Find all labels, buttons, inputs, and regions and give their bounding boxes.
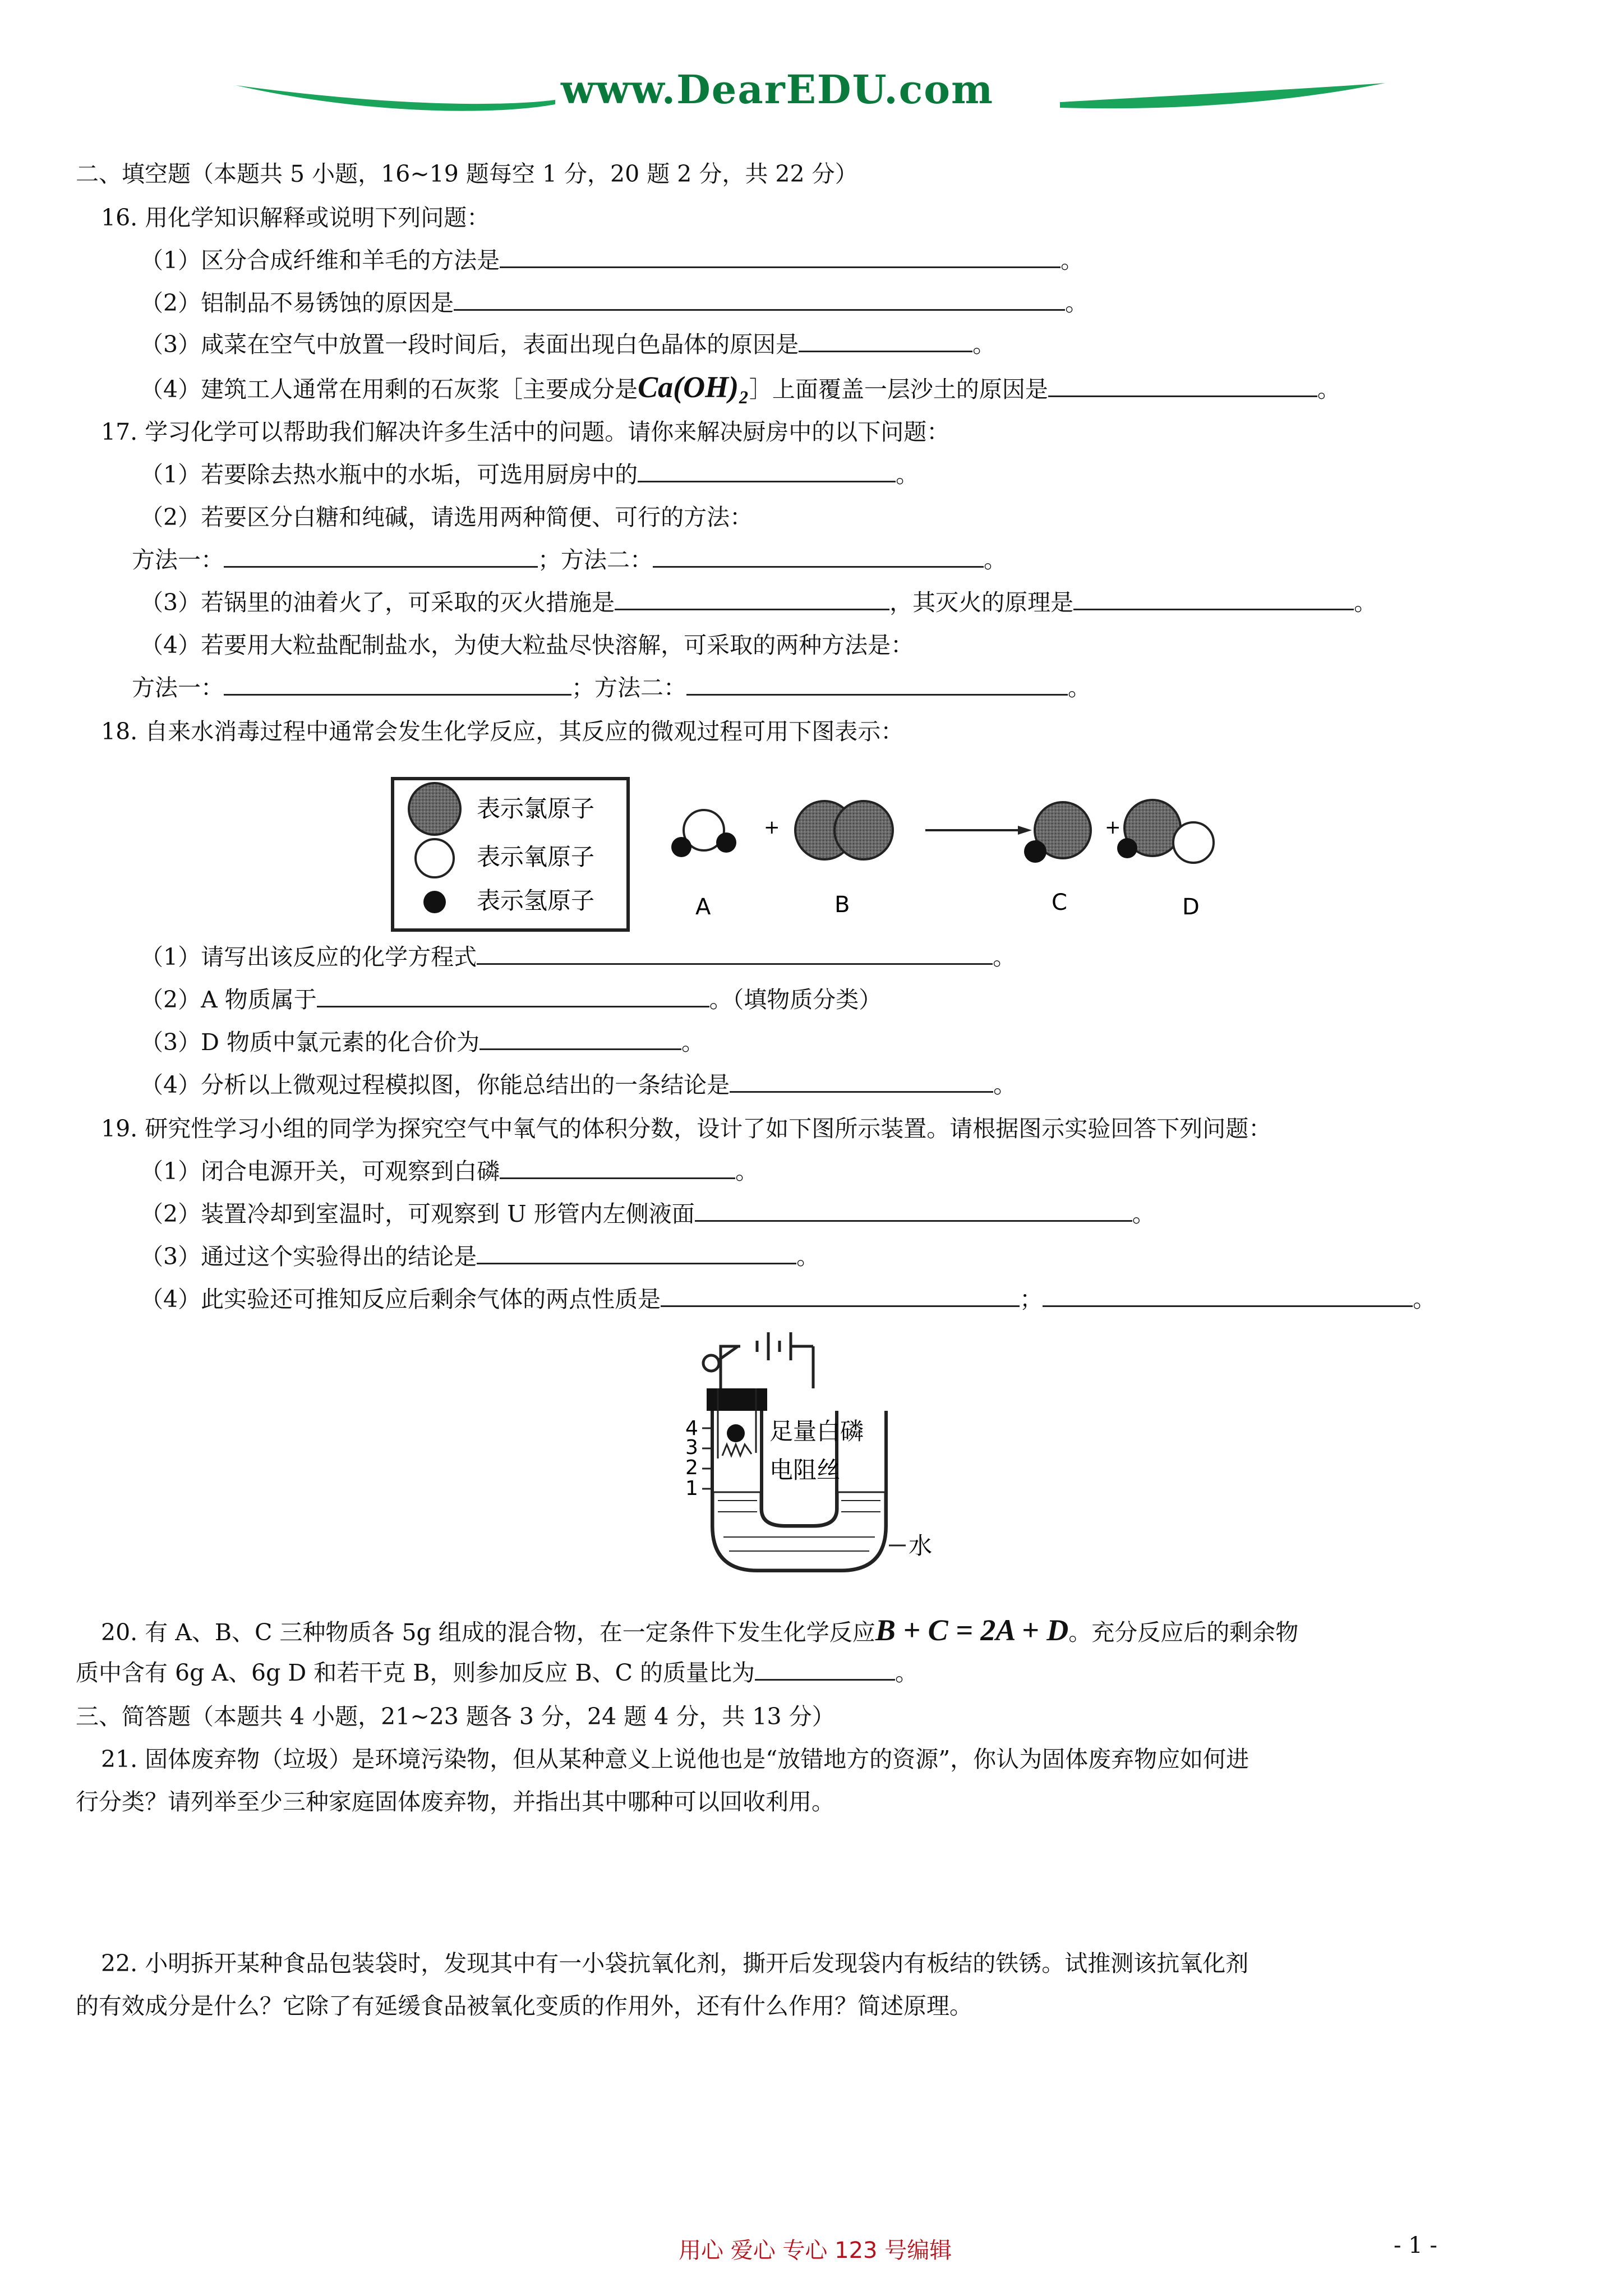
- q19-part4: （4）此实验还可推知反应后剩余气体的两点性质是 ； 。: [140, 1282, 1436, 1316]
- label-a: A: [695, 894, 711, 920]
- answer-blank[interactable]: [695, 1198, 1132, 1222]
- page-number: - 1 -: [1394, 2233, 1437, 2258]
- answer-blank[interactable]: [1073, 586, 1354, 610]
- site-logo: www.DearEDU.com: [561, 66, 994, 113]
- q17-part1: （1）若要除去热水瓶中的水垢，可选用厨房中的 。: [140, 458, 919, 491]
- label-wire: 电阻丝: [769, 1456, 841, 1484]
- q19-stem: 19. 研究性学习小组的同学为探究空气中氧气的体积分数，设计了如下图所示装置。请根据图示实验回答下列问题：: [101, 1115, 1272, 1142]
- q19-part2: （2）装置冷却到室温时，可观察到 U 形管内左侧液面 。: [140, 1197, 1155, 1231]
- stopper-icon: [707, 1388, 767, 1411]
- q16-part4: （4）建筑工人通常在用剩的石灰浆［主要成分是Ca(OH)₂］上面覆盖一层沙土的原因是 。: [140, 370, 1340, 404]
- answer-blank[interactable]: [653, 544, 984, 568]
- svg-text:2: 2: [685, 1456, 698, 1479]
- q20-line1: 20. 有 A、B、C 三种物质各 5g 组成的混合物，在一定条件下发生化学反应B + C = 2A + D。充分反应后的剩余物: [101, 1613, 1299, 1647]
- q17-part3: （3）若锅里的油着火了，可采取的灭火措施是 ，其灭火的原理是 。: [140, 586, 1377, 619]
- q17-methods-b: 方法一： ；方法二： 。: [132, 671, 1091, 705]
- q18-part3: （3）D 物质中氯元素的化合价为 。: [140, 1025, 704, 1059]
- legend-oxygen: 表示氧原子: [477, 843, 595, 871]
- legend-chlorine: 表示氯原子: [477, 795, 595, 822]
- q16-stem: 16. 用化学知识解释或说明下列问题：: [101, 204, 490, 231]
- q18-part2: （2）A 物质属于 。（填物质分类）: [140, 983, 882, 1016]
- answer-blank[interactable]: [661, 1283, 1020, 1307]
- answer-blank[interactable]: [224, 671, 571, 696]
- q18-part1: （1）请写出该反应的化学方程式 。: [140, 940, 1016, 974]
- label-b: B: [834, 892, 850, 918]
- answer-blank[interactable]: [454, 287, 1065, 311]
- white-phosphorus-icon: [727, 1424, 745, 1442]
- q21-line2: 行分类？请列举至少三种家庭固体废弃物，并指出其中哪种可以回收利用。: [76, 1788, 834, 1815]
- hydrogen-atom-icon: [423, 891, 446, 913]
- answer-blank[interactable]: [799, 328, 972, 352]
- molecule-a-hydrogen-icon: [671, 837, 691, 857]
- q17-part4: （4）若要用大粒盐配制盐水，为使大粒盐尽快溶解，可采取的两种方法是：: [140, 632, 914, 659]
- answer-blank[interactable]: [638, 458, 896, 482]
- q17-stem: 17. 学习化学可以帮助我们解决许多生活中的问题。请你来解决厨房中的以下问题：: [101, 418, 950, 445]
- chlorine-atom-icon: [409, 783, 460, 835]
- q19-part3: （3）通过这个实验得出的结论是 。: [140, 1240, 819, 1273]
- answer-blank[interactable]: [615, 586, 889, 610]
- answer-blank[interactable]: [500, 244, 1061, 268]
- molecule-d-oxygen-icon: [1173, 822, 1214, 863]
- answer-blank[interactable]: [730, 1069, 993, 1093]
- svg-text:4: 4: [685, 1417, 698, 1440]
- q22-line1: 22. 小明拆开某种食品包装袋时，发现其中有一小袋抗氧化剂，撕开后发现袋内有板结的铁锈。试推测该抗氧化剂: [101, 1950, 1249, 1977]
- q16-part2: （2）铝制品不易锈蚀的原因是 。: [140, 286, 1088, 320]
- answer-blank[interactable]: [317, 983, 709, 1007]
- molecule-b-chlorine-icon: [834, 801, 893, 859]
- label-c: C: [1052, 890, 1067, 915]
- plus-sign: +: [764, 816, 780, 839]
- formula-reaction: B + C = 2A + D: [875, 1613, 1069, 1647]
- q19-part1: （1）闭合电源开关，可观察到白磷 。: [140, 1154, 758, 1188]
- q21-line1: 21. 固体废弃物（垃圾）是环境污染物，但从某种意义上说他也是“放错地方的资源”，你认为固体废弃物应如何进: [101, 1746, 1249, 1773]
- switch-icon: [703, 1355, 719, 1371]
- section2-title: 二、填空题（本题共 5 小题，16~19 题每空 1 分，20 题 2 分，共 22 分）: [76, 160, 858, 187]
- answer-blank[interactable]: [1048, 373, 1317, 397]
- label-water: 水: [909, 1532, 933, 1559]
- q16-part1: （1）区分合成纤维和羊毛的方法是 。: [140, 243, 1083, 277]
- q17-methods-a: 方法一： ；方法二： 。: [132, 543, 1007, 577]
- section3-title: 三、简答题（本题共 4 小题，21~23 题各 3 分，24 题 4 分，共 13 分）: [76, 1703, 835, 1730]
- footer-text: 用心 爱心 专心 123 号编辑: [679, 2238, 952, 2263]
- apparatus-diagram: [673, 1324, 987, 1582]
- q17-part2: （2）若要区分白糖和纯碱，请选用两种简便、可行的方法：: [140, 504, 753, 531]
- answer-blank[interactable]: [477, 1240, 796, 1264]
- formula-caoh2: Ca(OH)₂: [638, 370, 749, 404]
- answer-blank[interactable]: [477, 941, 993, 965]
- answer-blank[interactable]: [479, 1026, 681, 1050]
- q18-part4: （4）分析以上微观过程模拟图，你能总结出的一条结论是 。: [140, 1068, 1016, 1102]
- molecule-c-hydrogen-icon: [1024, 840, 1046, 863]
- oxygen-atom-icon: [416, 839, 454, 877]
- molecule-a-hydrogen-icon: [716, 832, 736, 853]
- answer-blank[interactable]: [755, 1657, 895, 1681]
- q18-stem: 18. 自来水消毒过程中通常会发生化学反应，其反应的微观过程可用下图表示：: [101, 718, 904, 745]
- reaction-diagram: [381, 769, 1256, 937]
- battery-icon: [721, 1332, 813, 1377]
- q20-line2: 质中含有 6g A、6g D 和若干克 B，则参加反应 B、C 的质量比为 。: [76, 1656, 918, 1690]
- q22-line2: 的有效成分是什么？它除了有延缓食品被氧化变质的作用外，还有什么作用？简述原理。: [76, 1993, 972, 2019]
- answer-blank[interactable]: [686, 671, 1068, 696]
- legend-hydrogen: 表示氢原子: [477, 887, 595, 914]
- molecule-d-hydrogen-icon: [1117, 838, 1137, 858]
- answer-blank[interactable]: [1043, 1283, 1413, 1307]
- label-phosphorus: 足量白磷: [769, 1418, 864, 1445]
- svg-text:1: 1: [685, 1477, 698, 1500]
- answer-blank[interactable]: [224, 544, 538, 568]
- label-d: D: [1182, 894, 1200, 920]
- q16-part3: （3）咸菜在空气中放置一段时间后，表面出现白色晶体的原因是 。: [140, 328, 995, 361]
- answer-blank[interactable]: [500, 1155, 735, 1179]
- plus-sign: +: [1105, 816, 1121, 839]
- svg-text:3: 3: [685, 1436, 698, 1459]
